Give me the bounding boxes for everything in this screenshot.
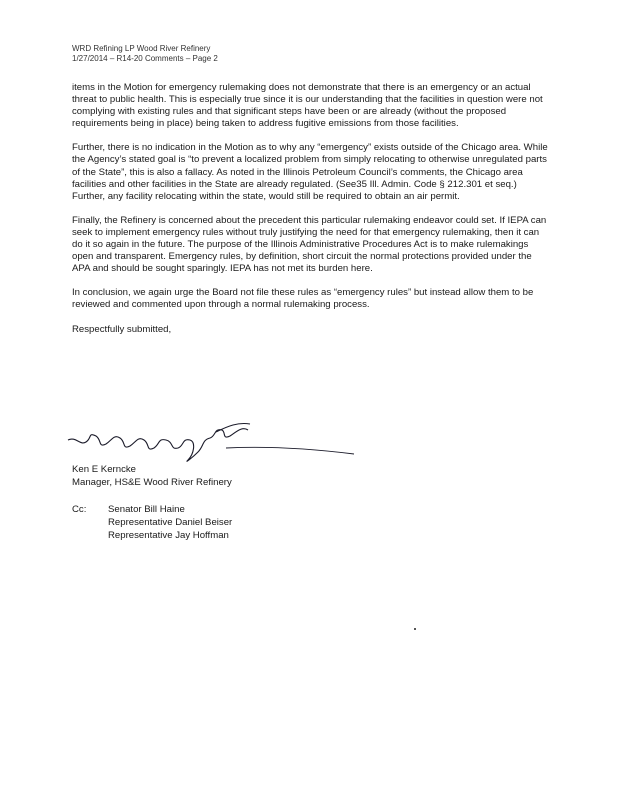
cc-recipient: Senator Bill Haine: [108, 504, 185, 515]
closing-line: Respectfully submitted,: [72, 323, 172, 335]
page-header: [72, 44, 218, 64]
paragraph-precedent: Finally, the Refinery is concerned about the precedent this particular rulemaking endeavor could set. If IEPA can seek to implement emergency rules without truly justifying the need for that emergency rulemaking, then it can do it so again in the future. The purpose of the Illinois Administrative Procedures Act is to make rulemakings open and transparent. Emergency rules, by definition, short circuit the normal protections provided under the APA and should be sought sparingly. IEPA has not met its burden here.: [72, 214, 547, 275]
header-company: WRD Refining LP Wood River Refinery: [72, 44, 211, 53]
handwritten-signature: [66, 418, 356, 468]
header-date-page: 1/27/2014 – R14-20 Comments – Page 2: [72, 54, 218, 63]
signer-block: [72, 463, 232, 489]
paragraph-chicago-area: Further, there is no indication in the Motion as to why any “emergency” exists outside of the Chicago area. While the Agency’s stated goal is “to prevent a localized problem from simply relocating to otherwise unregulated parts of the State”, this is also a fallacy. As noted in the Illinois Petroleum Council’s comments, the Chicago area facilities and other facilities in the State are already regulated. (See35 Ill. Admin. Code § 212.301 et seq.) Further, any facility relocating within the state, would still be required to obtain an air permit.: [72, 142, 548, 202]
paragraph-conclusion: In conclusion, we again urge the Board not file these rules as “emergency rules” but instead allow them to be reviewed and commented upon through a normal rulemaking process.: [72, 287, 534, 311]
cc-label: Cc:: [72, 504, 87, 515]
cc-recipient: Representative Daniel Beiser: [108, 517, 233, 528]
cc-recipient: Representative Jay Hoffman: [108, 530, 229, 541]
letter-body: [72, 82, 550, 336]
signer-title: Manager, HS&E Wood River Refinery: [72, 477, 232, 488]
cc-recipient-list: [108, 503, 232, 542]
signer-name: Ken E Kerncke: [72, 464, 136, 475]
paragraph-emergency-claim: items in the Motion for emergency rulemaking does not demonstrate that there is an emergency or an actual threat to public health. This is especially true since it is our understanding that the facilities in question were not complying with existing rules and that significant steps have been or are already (without the proposed requirements being in place) being taken to address fugitive emissions from those facilities.: [72, 82, 543, 130]
scan-speck: [414, 628, 416, 630]
